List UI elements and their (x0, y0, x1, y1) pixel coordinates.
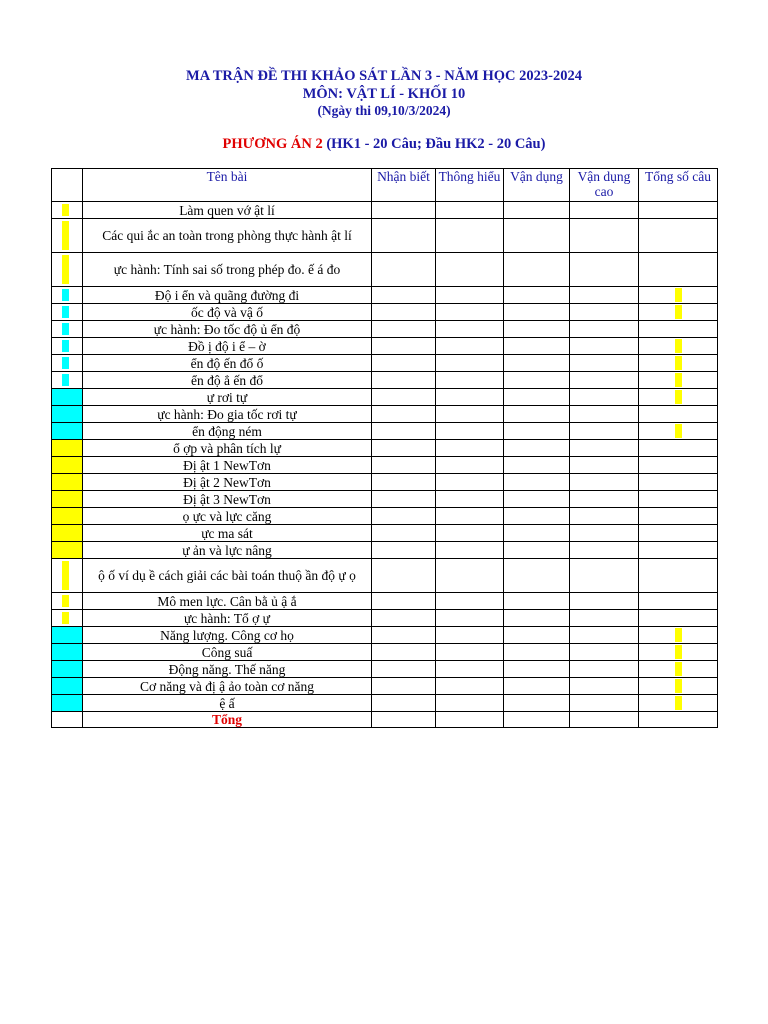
high-application-cell (570, 338, 639, 355)
header-lesson-name: Tên bài (83, 169, 372, 202)
color-marker (52, 389, 82, 405)
header-recognition: Nhận biết (372, 169, 436, 202)
color-marker (52, 678, 82, 694)
application-cell (504, 627, 570, 644)
lesson-name: Cơ năng và đị ậ ảo toàn cơ năng (83, 678, 372, 695)
application-cell (504, 389, 570, 406)
high-application-cell (570, 219, 639, 253)
table-row (52, 202, 718, 219)
application-cell (504, 304, 570, 321)
application-cell (504, 219, 570, 253)
recognition-cell (372, 423, 436, 440)
total-highlight (675, 696, 682, 710)
color-marker (52, 406, 82, 422)
table-row (52, 661, 718, 678)
understanding-cell (436, 389, 504, 406)
color-marker (52, 525, 82, 541)
understanding-cell (436, 678, 504, 695)
lesson-name: ự ản và lực nâng (83, 542, 372, 559)
high-application-cell (570, 593, 639, 610)
color-marker (52, 491, 82, 507)
table-row (52, 253, 718, 287)
total-cell (639, 457, 718, 474)
lesson-name: Động năng. Thế năng (83, 661, 372, 678)
understanding-cell (436, 474, 504, 491)
total-highlight (675, 305, 682, 319)
high-application-cell (570, 355, 639, 372)
header-row (52, 169, 718, 202)
high-application-cell (570, 525, 639, 542)
total-highlight (675, 645, 682, 659)
application-cell (504, 491, 570, 508)
total-cell (639, 508, 718, 525)
color-marker (52, 474, 82, 490)
table-row (52, 423, 718, 440)
understanding-cell (436, 491, 504, 508)
lesson-name: ệ ấ (83, 695, 372, 712)
total-cell (639, 678, 718, 695)
understanding-cell (436, 219, 504, 253)
total-cell (639, 287, 718, 304)
recognition-cell (372, 457, 436, 474)
total-highlight (675, 424, 682, 438)
total-cell (639, 644, 718, 661)
table-row (52, 559, 718, 593)
high-application-cell (570, 287, 639, 304)
understanding-cell (436, 610, 504, 627)
application-cell (504, 695, 570, 712)
understanding-cell (436, 406, 504, 423)
high-application-cell (570, 610, 639, 627)
recognition-cell (372, 440, 436, 457)
table-row (52, 304, 718, 321)
high-application-cell (570, 423, 639, 440)
understanding-cell (436, 542, 504, 559)
total-highlight (675, 679, 682, 693)
application-cell (504, 321, 570, 338)
recognition-cell (372, 406, 436, 423)
lesson-name: ực hành: Đo tốc độ ủ ển độ (83, 321, 372, 338)
color-marker (52, 440, 82, 456)
high-application-cell (570, 304, 639, 321)
recognition-cell (372, 525, 436, 542)
application-cell (504, 457, 570, 474)
recognition-cell (372, 593, 436, 610)
high-application-cell (570, 627, 639, 644)
lesson-name: ực hành: Tính sai số trong phép đo. ế á đo (83, 253, 372, 287)
row-marker-cell (52, 389, 83, 406)
understanding-cell (436, 253, 504, 287)
recognition-cell (372, 253, 436, 287)
understanding-cell (436, 321, 504, 338)
lesson-name: ển độ ến đổ ố (83, 355, 372, 372)
application-cell (504, 610, 570, 627)
high-application-cell (570, 695, 639, 712)
understanding-cell (436, 202, 504, 219)
row-marker-cell (52, 304, 83, 321)
header-total-questions: Tổng số câu (639, 169, 718, 202)
understanding-cell (436, 559, 504, 593)
total-cell (639, 542, 718, 559)
color-marker (62, 306, 69, 318)
color-marker (52, 542, 82, 558)
lesson-name: ển động ném (83, 423, 372, 440)
high-application-cell (570, 661, 639, 678)
table-row (52, 406, 718, 423)
understanding-cell (436, 508, 504, 525)
application-cell (504, 355, 570, 372)
total-cell (639, 627, 718, 644)
exam-date: (Ngày thi 09,10/3/2024) (317, 103, 451, 118)
lesson-name: Đị ật 3 NewTơn (83, 491, 372, 508)
total-highlight (675, 662, 682, 676)
total-cell (639, 321, 718, 338)
row-marker-cell (52, 440, 83, 457)
high-application-cell (570, 372, 639, 389)
matrix-table (51, 168, 718, 728)
lesson-name: ốc độ và vậ ố (83, 304, 372, 321)
application-cell (504, 542, 570, 559)
table-row (52, 508, 718, 525)
application-cell (504, 678, 570, 695)
row-marker-cell (52, 423, 83, 440)
total-cell (639, 491, 718, 508)
color-marker (62, 612, 69, 624)
total-cell (639, 219, 718, 253)
total-cell (639, 559, 718, 593)
row-marker-cell (52, 202, 83, 219)
table-row (52, 321, 718, 338)
application-cell (504, 508, 570, 525)
application-cell (504, 202, 570, 219)
table-row (52, 542, 718, 559)
total-label: Tổng (83, 712, 372, 728)
table-row (52, 219, 718, 253)
row-marker-cell (52, 610, 83, 627)
total-row-cell (639, 712, 718, 728)
total-cell (639, 338, 718, 355)
total-cell (639, 304, 718, 321)
lesson-name: ực hành: Tổ ợ ự (83, 610, 372, 627)
header-marker-cell (52, 169, 83, 202)
table-row (52, 389, 718, 406)
total-highlight (675, 628, 682, 642)
lesson-name: ổ ợp và phân tích lự (83, 440, 372, 457)
total-highlight (675, 356, 682, 370)
table-row (52, 372, 718, 389)
total-cell (639, 355, 718, 372)
total-row-cell (570, 712, 639, 728)
lesson-name: ển độ ẳ ến đổ (83, 372, 372, 389)
recognition-cell (372, 219, 436, 253)
color-marker (52, 423, 82, 439)
total-row-cell (372, 712, 436, 728)
header-high-application: Vận dụng cao (570, 169, 639, 202)
understanding-cell (436, 457, 504, 474)
application-cell (504, 644, 570, 661)
application-cell (504, 525, 570, 542)
table-row (52, 440, 718, 457)
total-highlight (675, 373, 682, 387)
lesson-name: Công suấ (83, 644, 372, 661)
row-marker-cell (52, 406, 83, 423)
high-application-cell (570, 202, 639, 219)
recognition-cell (372, 695, 436, 712)
color-marker (52, 457, 82, 473)
high-application-cell (570, 542, 639, 559)
color-marker (62, 340, 69, 352)
understanding-cell (436, 355, 504, 372)
lesson-name: Độ i ển và quãng đường đi (83, 287, 372, 304)
application-cell (504, 338, 570, 355)
plan-label: PHƯƠNG ÁN 2 (222, 136, 323, 152)
row-marker-cell (52, 321, 83, 338)
row-marker-cell (52, 695, 83, 712)
high-application-cell (570, 440, 639, 457)
high-application-cell (570, 559, 639, 593)
row-marker-cell (52, 372, 83, 389)
total-row-cell (504, 712, 570, 728)
total-cell (639, 525, 718, 542)
total-cell (639, 202, 718, 219)
understanding-cell (436, 338, 504, 355)
row-marker-cell (52, 508, 83, 525)
application-cell (504, 474, 570, 491)
table-row (52, 491, 718, 508)
lesson-name: Đị ật 1 NewTơn (83, 457, 372, 474)
table-row (52, 627, 718, 644)
application-cell (504, 253, 570, 287)
row-marker-cell (52, 491, 83, 508)
table-row (52, 457, 718, 474)
application-cell (504, 440, 570, 457)
understanding-cell (436, 627, 504, 644)
recognition-cell (372, 304, 436, 321)
row-marker-cell (52, 593, 83, 610)
row-marker-cell (52, 457, 83, 474)
color-marker (52, 695, 82, 711)
table-row (52, 593, 718, 610)
lesson-name: Đồ ị độ i ể – ờ (83, 338, 372, 355)
recognition-cell (372, 559, 436, 593)
recognition-cell (372, 491, 436, 508)
table-row (52, 355, 718, 372)
recognition-cell (372, 508, 436, 525)
application-cell (504, 372, 570, 389)
table-row (52, 695, 718, 712)
understanding-cell (436, 440, 504, 457)
high-application-cell (570, 474, 639, 491)
plan-detail: (HK1 - 20 Câu; Đầu HK2 - 20 Câu) (322, 136, 546, 152)
color-marker (62, 323, 69, 335)
understanding-cell (436, 525, 504, 542)
total-row (52, 712, 718, 728)
subject-line: MÔN: VẬT LÍ - KHỐI 10 (302, 86, 466, 102)
understanding-cell (436, 423, 504, 440)
row-marker-cell (52, 525, 83, 542)
recognition-cell (372, 338, 436, 355)
color-marker (52, 644, 82, 660)
high-application-cell (570, 491, 639, 508)
row-marker-cell (52, 542, 83, 559)
recognition-cell (372, 542, 436, 559)
row-marker-cell (52, 253, 83, 287)
lesson-name: ực hành: Đo gia tốc rơi tự (83, 406, 372, 423)
recognition-cell (372, 627, 436, 644)
high-application-cell (570, 389, 639, 406)
row-marker-cell (52, 559, 83, 593)
understanding-cell (436, 287, 504, 304)
recognition-cell (372, 610, 436, 627)
table-row (52, 287, 718, 304)
table-row (52, 678, 718, 695)
lesson-name: ự rơi tự (83, 389, 372, 406)
recognition-cell (372, 474, 436, 491)
total-highlight (675, 288, 682, 302)
high-application-cell (570, 406, 639, 423)
color-marker (62, 221, 69, 250)
high-application-cell (570, 678, 639, 695)
row-marker-cell (52, 678, 83, 695)
recognition-cell (372, 644, 436, 661)
row-marker-cell (52, 627, 83, 644)
total-row-cell (52, 712, 83, 728)
understanding-cell (436, 372, 504, 389)
lesson-name: Mô men lực. Cân bằ ủ ậ ắ (83, 593, 372, 610)
row-marker-cell (52, 219, 83, 253)
recognition-cell (372, 355, 436, 372)
color-marker (52, 627, 82, 643)
application-cell (504, 593, 570, 610)
row-marker-cell (52, 474, 83, 491)
row-marker-cell (52, 287, 83, 304)
high-application-cell (570, 321, 639, 338)
high-application-cell (570, 508, 639, 525)
table-row (52, 338, 718, 355)
color-marker (52, 661, 82, 677)
total-cell (639, 610, 718, 627)
lesson-name: ực ma sát (83, 525, 372, 542)
total-cell (639, 695, 718, 712)
header-understanding: Thông hiểu (436, 169, 504, 202)
application-cell (504, 559, 570, 593)
recognition-cell (372, 678, 436, 695)
high-application-cell (570, 457, 639, 474)
table-row (52, 474, 718, 491)
lesson-name: ọ ực và lực căng (83, 508, 372, 525)
color-marker (62, 374, 69, 386)
lesson-name: ộ ố ví dụ ề cách giải các bài toán thuộ ần độ ự ọ (83, 559, 372, 593)
row-marker-cell (52, 661, 83, 678)
color-marker (62, 357, 69, 369)
total-cell (639, 423, 718, 440)
document-title: MA TRẬN ĐỀ THI KHẢO SÁT LẦN 3 - NĂM HỌC 2023-2024 (186, 68, 582, 84)
total-row-cell (436, 712, 504, 728)
high-application-cell (570, 644, 639, 661)
application-cell (504, 661, 570, 678)
recognition-cell (372, 661, 436, 678)
lesson-name: Năng lượng. Công cơ họ (83, 627, 372, 644)
application-cell (504, 423, 570, 440)
total-cell (639, 593, 718, 610)
row-marker-cell (52, 338, 83, 355)
understanding-cell (436, 304, 504, 321)
recognition-cell (372, 287, 436, 304)
color-marker (62, 561, 69, 590)
recognition-cell (372, 389, 436, 406)
total-cell (639, 372, 718, 389)
total-cell (639, 474, 718, 491)
row-marker-cell (52, 355, 83, 372)
lesson-name: Làm quen vớ ật lí (83, 202, 372, 219)
understanding-cell (436, 661, 504, 678)
application-cell (504, 287, 570, 304)
table-row (52, 644, 718, 661)
header-application: Vận dụng (504, 169, 570, 202)
total-highlight (675, 390, 682, 404)
total-cell (639, 389, 718, 406)
lesson-name: Đị ật 2 NewTơn (83, 474, 372, 491)
plan-heading (0, 136, 768, 153)
color-marker (62, 204, 69, 216)
recognition-cell (372, 202, 436, 219)
recognition-cell (372, 321, 436, 338)
total-cell (639, 406, 718, 423)
total-cell (639, 253, 718, 287)
lesson-name: Các qui ắc an toàn trong phòng thực hành ật lí (83, 219, 372, 253)
application-cell (504, 406, 570, 423)
color-marker (52, 508, 82, 524)
understanding-cell (436, 695, 504, 712)
color-marker (62, 255, 69, 284)
color-marker (62, 595, 69, 607)
understanding-cell (436, 593, 504, 610)
high-application-cell (570, 253, 639, 287)
color-marker (62, 289, 69, 301)
table-row (52, 610, 718, 627)
recognition-cell (372, 372, 436, 389)
understanding-cell (436, 644, 504, 661)
total-cell (639, 661, 718, 678)
total-highlight (675, 339, 682, 353)
row-marker-cell (52, 644, 83, 661)
total-cell (639, 440, 718, 457)
table-row (52, 525, 718, 542)
